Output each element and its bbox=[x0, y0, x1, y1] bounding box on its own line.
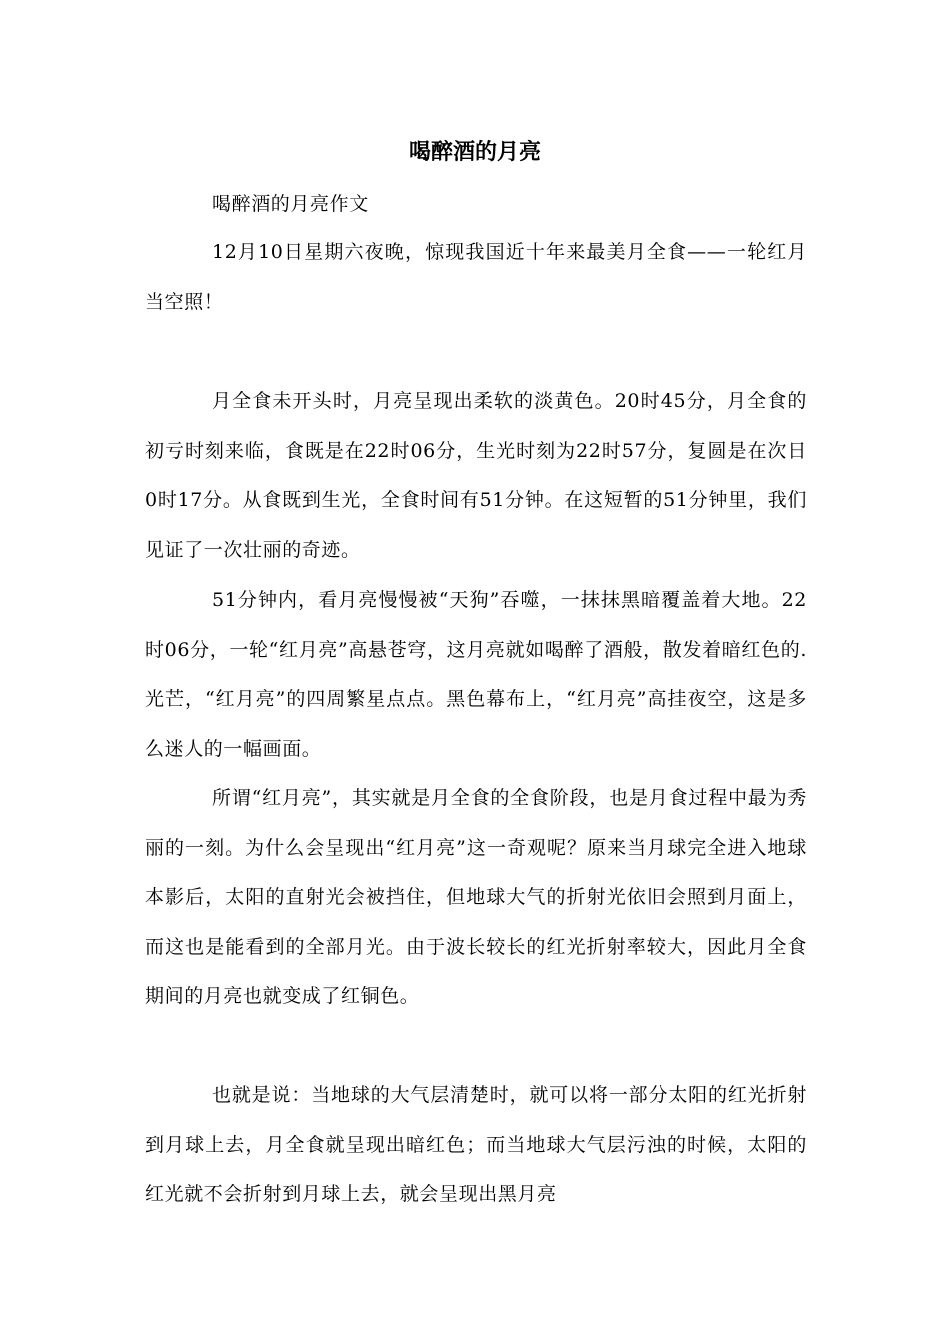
paragraph: 也就是说：当地球的大气层清楚时，就可以将一部分太阳的红光折射到月球上去，月全食就呈现出暗红色；而当地球大气层污浊的时候，太阳的红光就不会折射到月球上去，就会呈现出黑月亮 bbox=[145, 1084, 807, 1205]
paragraph-subtitle: 喝醉酒的月亮作文 bbox=[212, 193, 369, 215]
paragraph: 51分钟内，看月亮慢慢被“天狗”吞噬，一抹抹黑暗覆盖着大地。22时06分，一轮“红月亮”高悬苍穹，这月亮就如喝醉了酒般，散发着暗红色的.光芒，“红月亮”的四周繁星点点。黑色幕布上，“红月亮”高挂夜空，这是多么迷人的一幅画面。 bbox=[145, 589, 807, 760]
paragraph: 12月10日星期六夜晚，惊现我国近十年来最美月全食——一轮红月当空照！ bbox=[145, 241, 807, 313]
paragraph: 所谓“红月亮”，其实就是月全食的全食阶段，也是月食过程中最为秀丽的一刻。为什么会呈现出“红月亮”这一奇观呢？原来当月球完全进入地球本影后，太阳的直射光会被挡住，但地球大气的折射光依旧会照到月面上，而这也是能看到的全部月光。由于波长较长的红光折射率较大，因此月全食期间的月亮也就变成了红铜色。 bbox=[145, 787, 807, 1007]
document-title: 喝醉酒的月亮 bbox=[408, 139, 541, 165]
paragraph: 月全食未开头时，月亮呈现出柔软的淡黄色。20时45分，月全食的初亏时刻来临，食既是在22时06分，生光时刻为22时57分，复圆是在次日0时17分。从食既到生光，全食时间有51分钟。在这短暂的51分钟里，我们见证了一次壮丽的奇迹。 bbox=[145, 390, 807, 561]
